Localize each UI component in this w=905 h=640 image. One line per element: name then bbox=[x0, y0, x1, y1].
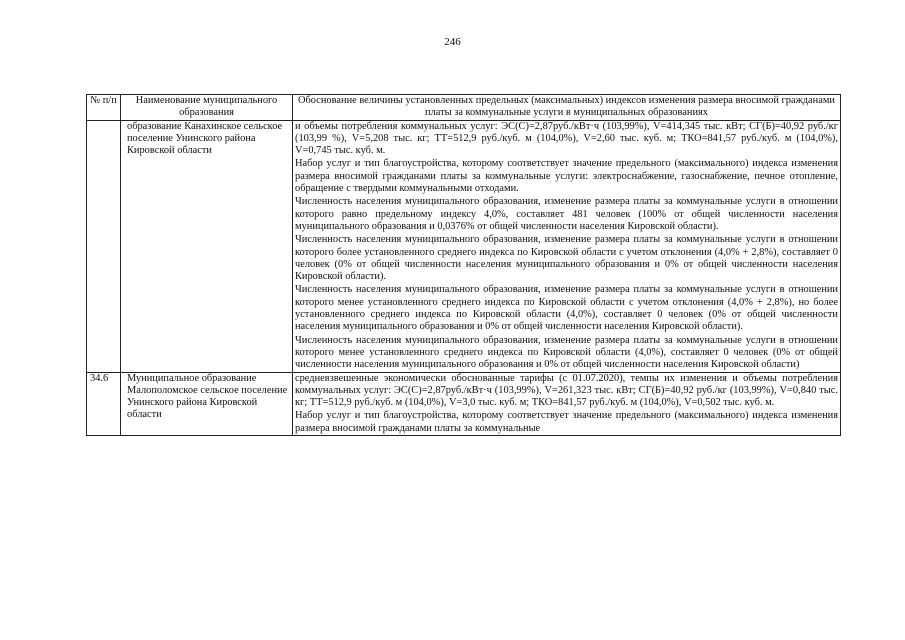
header-municipality-name: Наименование муниципального образования bbox=[121, 95, 293, 121]
justification-paragraph: Набор услуг и тип благоустройства, которому соответствует значение предельного (максимального) индекса изменения размера вносимой гражданами платы за коммунальные услуги: электроснабжение, газоснабжение, печное отопление, обращение с твердыми коммунальными отходами. bbox=[295, 158, 838, 195]
justification-paragraph: средневзвешенные экономически обоснованные тарифы (с 01.07.2020), темпы их изменения и объемы потребления коммунальных услуг: ЭС(С)=2,87руб./кВт·ч (103,99%), V=261,323 тыс. кВт; СГ(Б)=40,92 руб./кг (103,99%), V=0,840 тыс. кг; ТТ=512,9 руб./куб. м (104,0%), V=3,0 тыс. куб. м; ТКО=841,57 руб./куб. м (104,0%), V=0,502 тыс. куб. м. bbox=[295, 372, 838, 409]
justification-cell bbox=[293, 372, 841, 435]
table-header-row bbox=[87, 95, 841, 121]
justification-paragraph: и объемы потребления коммунальных услуг: ЭС(С)=2,87руб./кВт·ч (103,99%), V=414,345 тыс. кВт; СГ(Б)=40,92 руб./кг (103,99 %), V=5,208 тыс. кг; ТТ=512,9 руб./куб. м (104,0%), V=2,60 тыс. куб. м; ТКО=841,57 руб./куб. м (104,0%), V=0,745 тыс. куб. м. bbox=[295, 120, 838, 157]
justification-cell bbox=[293, 120, 841, 372]
justification-paragraph: Численность населения муниципального образования, изменение размера платы за коммунальные услуги в отношении которого менее установленного среднего индекса по Кировской области (4,0%), составляет 0 человек (0% от общей численности населения муниципального образования и 0% от общей численности населения Кировской области) bbox=[295, 334, 838, 371]
municipality-name: образование Канахинское сельское поселение Унинского района Кировской области bbox=[121, 120, 293, 372]
municipality-name: Муниципальное образование Малополомское сельское поселение Унинского района Кировской области bbox=[121, 372, 293, 435]
tariff-justification-table bbox=[86, 94, 841, 436]
header-justification: Обоснование величины установленных предельных (максимальных) индексов изменения размера вносимой гражданами платы за коммунальные услуги в муниципальных образованиях bbox=[293, 95, 841, 121]
page-number: 246 bbox=[444, 36, 461, 48]
row-number bbox=[87, 120, 121, 372]
justification-paragraph: Численность населения муниципального образования, изменение размера платы за коммунальные услуги в отношении которого более установленного среднего индекса по Кировской области с учетом отклонения (4,0% + 2,8%), составляет 0 человек (0% от общей численности населения муниципального образования и 0% от общей численности населения Кировской области). bbox=[295, 234, 838, 283]
row-number: 34.6 bbox=[87, 372, 121, 435]
table-row bbox=[87, 120, 841, 372]
table-row bbox=[87, 372, 841, 435]
header-number: № п/п bbox=[87, 95, 121, 121]
justification-paragraph: Численность населения муниципального образования, изменение размера платы за коммунальные услуги в отношении которого равно предельному индексу 4,0%, составляет 481 человек (100% от общей численности населения муниципального образования и 0,0376% от общей численности населения Кировской области). bbox=[295, 196, 838, 232]
justification-paragraph: Набор услуг и тип благоустройства, которому соответствует значение предельного (максимального) индекса изменения размера вносимой гражданами платы за коммунальные bbox=[295, 410, 838, 434]
justification-paragraph: Численность населения муниципального образования, изменение размера платы за коммунальные услуги в отношении которого менее установленного среднего индекса по Кировской области с учетом отклонения (4,0% + 2,8%), но более установленного среднего индекса по Кировской области (4,0%), составляет 0 человек (0% от общей численности населения муниципального образования и 0% от общей численности населения Кировской области). bbox=[295, 284, 838, 333]
